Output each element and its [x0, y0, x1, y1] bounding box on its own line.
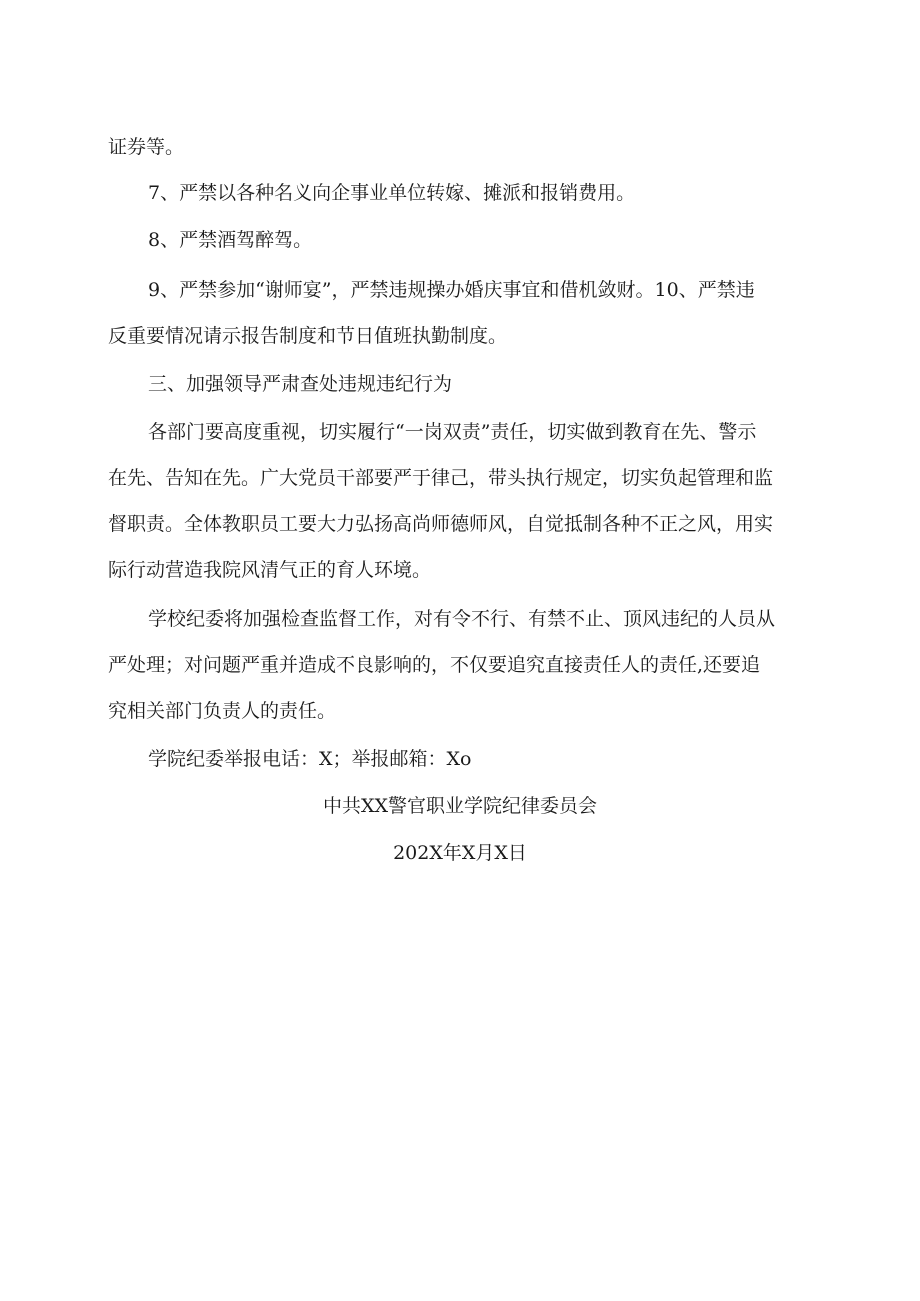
text-line-continuation	[108, 127, 820, 167]
paragraph-line: 严处理；对问题严重并造成不良影响的，不仅要追究直接责任人的责任,还要追	[108, 654, 761, 676]
paragraph-line: 究相关部门负责人的责任。	[108, 700, 337, 722]
organization-name: 中共XX警官职业学院纪律委员会	[322, 795, 598, 817]
paragraph-line: 学校纪委将加强检查监督工作，对有令不行、有禁不止、顶风违纪的人员从	[148, 608, 776, 630]
paragraph-line: 反重要情况请示报告制度和节日值班执勤制度。	[108, 325, 508, 347]
issue-date: 202X年X月X日	[393, 842, 527, 864]
paragraph-line: 9、严禁参加“谢师宴”，严禁违规操办婚庆事宜和借机敛财。10、严禁违	[148, 279, 755, 301]
paragraph-line: 在先、告知在先。广大党员干部要严于律己，带头执行规定，切实负起管理和监	[108, 467, 774, 489]
report-contact: 学院纪委举报电话：X；举报邮箱：Xo	[148, 748, 472, 770]
item-7	[108, 173, 820, 213]
item-9-10	[108, 270, 820, 356]
signature-date	[0, 833, 920, 873]
signature-organization	[0, 786, 920, 826]
paragraph-line: 证券等。	[108, 136, 185, 158]
paragraph-line: 督职责。全体教职员工要大力弘扬高尚师德师风，自觉抵制各种不正之风，用实	[108, 513, 774, 535]
contact-info	[108, 739, 820, 779]
paragraph-line: 7、严禁以各种名义向企事业单位转嫁、摊派和报销费用。	[148, 182, 636, 204]
paragraph-responsibility	[108, 412, 820, 590]
paragraph-line: 8、严禁酒驾醉驾。	[148, 229, 313, 251]
paragraph-line: 各部门要高度重视，切实履行“一岗双责”责任，切实做到教育在先、警示	[148, 421, 757, 443]
item-8	[108, 220, 820, 260]
paragraph-supervision	[108, 599, 820, 731]
section-heading	[108, 364, 820, 404]
section-title: 三、加强领导严肃查处违规违纪行为	[148, 373, 453, 395]
paragraph-line: 际行动营造我院风清气正的育人环境。	[108, 559, 432, 581]
